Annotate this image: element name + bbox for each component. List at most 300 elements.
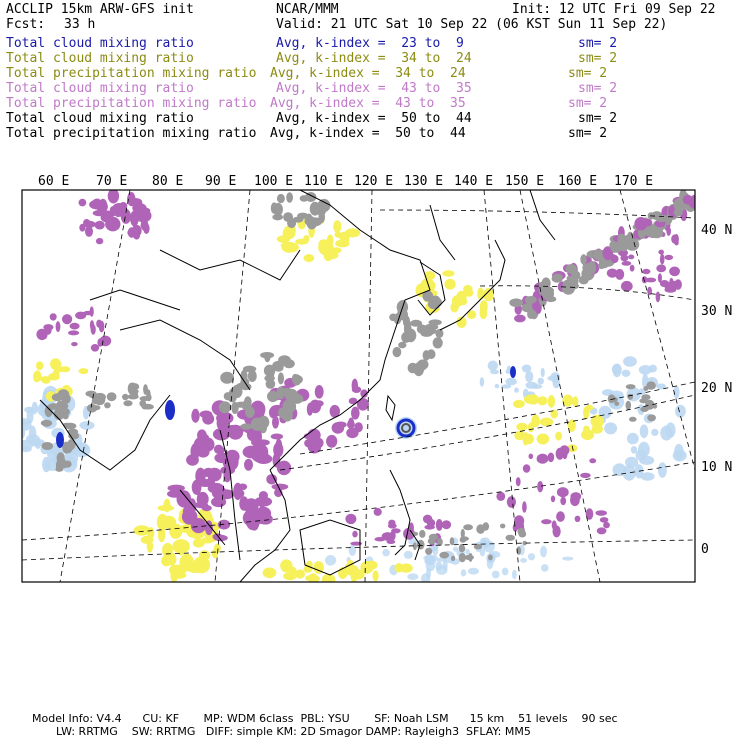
shade-cell [669, 267, 680, 277]
shade-cell [460, 546, 465, 551]
shade-cell [429, 534, 438, 541]
shade-cell [351, 407, 360, 420]
shade-cell [187, 566, 204, 573]
shade-cell [240, 423, 252, 429]
shade-cell [388, 520, 395, 527]
shade-cell [245, 406, 255, 418]
shade-cell [580, 473, 591, 478]
shade-cell [304, 254, 315, 262]
shade-cell [480, 377, 484, 387]
shade-cell [436, 565, 447, 575]
shade-cell [523, 464, 531, 473]
shade-cell [292, 375, 303, 384]
shade-cell [591, 415, 604, 428]
legend-field: Total cloud mixing ratio [6, 81, 194, 96]
shade-cell [541, 368, 545, 377]
shade-cell [436, 519, 443, 531]
shade-cell [244, 498, 259, 514]
legend-field: Total cloud mixing ratio [6, 51, 194, 66]
legend-field: Total cloud mixing ratio [6, 111, 194, 126]
shade-cell [507, 496, 516, 508]
shade-cell [275, 439, 282, 453]
shade-cell [203, 468, 214, 477]
parallel [480, 286, 695, 300]
shade-cell [524, 395, 537, 404]
lon-label: 70 E [96, 174, 128, 189]
shade-cell [432, 546, 438, 555]
shade-cell [612, 364, 622, 375]
legend-field: Total cloud mixing ratio [6, 36, 194, 51]
shade-cell [656, 292, 661, 303]
shade-cell [271, 202, 278, 213]
shade-cell [300, 195, 309, 202]
shade-cell [518, 531, 526, 538]
shade-cell [68, 330, 79, 335]
shade-cell [597, 527, 607, 534]
shade-cell [80, 421, 95, 430]
shade-cell [345, 514, 356, 524]
shade-cell [555, 432, 562, 441]
shade-cell [374, 537, 385, 541]
shade-cell [41, 420, 52, 427]
shade-cell [16, 421, 32, 431]
shade-cell [528, 422, 534, 432]
shade-cell [426, 561, 435, 572]
shade-cell [583, 406, 589, 419]
shade-cell [200, 411, 213, 419]
shade-cell [143, 223, 149, 234]
lon-label: 60 E [38, 174, 70, 189]
shade-cell [104, 402, 111, 408]
shade-cell [354, 422, 363, 432]
shade-cell [216, 412, 233, 424]
shade-cell [57, 452, 65, 464]
shade-cell [147, 540, 153, 553]
shade-cell [496, 492, 505, 501]
shade-cell [541, 519, 552, 524]
shade-cell [548, 453, 555, 463]
shade-cell [79, 199, 87, 207]
shade-cell [604, 422, 617, 434]
lat-label: 30 N [701, 304, 733, 319]
shade-cell [516, 423, 527, 431]
lon-label: 160 E [558, 174, 598, 189]
shade-cell [608, 397, 617, 402]
shade-cell [622, 261, 632, 266]
shade-cell [413, 364, 427, 371]
shade-cell [613, 463, 627, 476]
shade-cell [259, 416, 270, 429]
shade-cell [481, 537, 490, 548]
shade-cell [60, 366, 70, 372]
lat-label: 20 N [701, 381, 733, 396]
shade-cell [374, 508, 382, 516]
shade-cell [345, 228, 360, 237]
shade-cell [277, 194, 285, 203]
legend-sm: sm= 2 [578, 111, 618, 126]
shade-cell [516, 477, 521, 486]
shade-cell [621, 281, 633, 292]
shade-cell [562, 557, 573, 561]
shade-cell [142, 405, 149, 410]
shade-cell [287, 218, 296, 228]
shade-cell [89, 200, 105, 210]
shade-cell [248, 370, 257, 382]
shade-cell [394, 563, 403, 572]
shade-cell [513, 523, 518, 531]
shade-cell [193, 539, 205, 548]
shade-cell [167, 490, 183, 498]
shade-cell [461, 569, 467, 576]
shade-cell [540, 546, 547, 558]
shade-cell [665, 255, 674, 260]
shade-cell [429, 319, 442, 325]
shade-cell [325, 555, 336, 566]
shade-cell [656, 265, 666, 273]
shade-cell [107, 392, 117, 401]
shade-cell [305, 575, 318, 581]
shade-cell [629, 417, 637, 422]
shade-cell [583, 426, 590, 433]
lon-label: 140 E [454, 174, 494, 189]
shade-cell [513, 400, 525, 408]
shade-cell [352, 531, 357, 538]
shade-cell [628, 255, 634, 260]
legend-avg: Avg, k-index = 50 to 44 [276, 111, 472, 126]
shade-cell [617, 234, 625, 247]
shade-cell [439, 552, 449, 559]
legend-sm: sm= 2 [568, 96, 608, 111]
shade-cell [452, 297, 460, 311]
shade-cell [636, 450, 647, 461]
shade-cell [219, 401, 231, 413]
shade-cell [119, 202, 127, 210]
meridian [60, 190, 130, 582]
coastline [160, 250, 300, 280]
shade-cell [427, 349, 436, 359]
legend-avg: Avg, k-index = 43 to 35 [276, 81, 472, 96]
shade-cell [631, 446, 637, 454]
legend-avg: Avg, k-index = 34 to 24 [276, 51, 472, 66]
shade-cell [468, 553, 472, 562]
shade-cell [557, 487, 569, 497]
shade-cell [348, 418, 354, 429]
shade-cell [640, 406, 648, 412]
shade-cell [169, 524, 182, 539]
shade-cell [673, 450, 687, 462]
shade-cell [352, 386, 361, 393]
shade-cell [427, 519, 435, 527]
model-info-line2: LW: RRTMG SW: RRTMG DIFF: simple KM: 2D Smagor DAMP: Rayleigh3 SFLAY: MM5 [56, 725, 531, 738]
shade-cell [495, 384, 500, 388]
shade-cell [96, 320, 102, 328]
shade-cell [50, 313, 57, 320]
shade-cell [633, 241, 639, 249]
legend-avg: Avg, k-index = 50 to 44 [270, 126, 466, 141]
shade-cell [33, 371, 39, 382]
shade-cell [643, 219, 652, 227]
shade-cell [42, 378, 51, 384]
lon-label: 100 E [254, 174, 294, 189]
shade-cell [64, 461, 72, 468]
shade-cell [551, 496, 555, 503]
shade-cell [83, 311, 93, 315]
shade-cell [683, 195, 693, 205]
shade-cell [272, 214, 283, 221]
shade-cell [512, 570, 517, 579]
shade-cell [476, 524, 485, 534]
shade-cell [307, 403, 313, 416]
shade-cell [199, 550, 210, 560]
shade-cell [108, 189, 119, 204]
shade-cell [43, 324, 53, 330]
shade-cell [548, 395, 555, 408]
shade-cell [480, 548, 485, 557]
shade-cell [645, 278, 656, 283]
shade-cell [451, 556, 455, 562]
shade-cell [589, 458, 596, 463]
shade-cell [123, 400, 132, 406]
shade-cell [403, 316, 410, 328]
shade-cell [357, 398, 369, 411]
shade-cell [158, 505, 175, 511]
hydrometeor-shading [16, 189, 702, 586]
legend-avg: Avg, k-index = 34 to 24 [270, 66, 466, 81]
shade-cell [91, 344, 99, 352]
shade-cell [537, 454, 549, 464]
parallel [22, 462, 695, 540]
shade-cell [197, 447, 210, 458]
shade-cell [660, 426, 672, 441]
legend-avg: Avg, k-index = 43 to 35 [270, 96, 466, 111]
shade-cell [173, 565, 186, 577]
shade-cell [500, 524, 505, 529]
lon-label: 150 E [505, 174, 545, 189]
shade-cell [280, 559, 292, 572]
shade-cell [87, 404, 97, 413]
shade-cell [453, 547, 458, 552]
shade-cell [529, 454, 534, 460]
shade-cell [295, 569, 305, 578]
shade-cell [480, 300, 488, 314]
shade-cell [622, 370, 631, 377]
shade-cell [658, 462, 667, 478]
shade-cell [528, 553, 535, 560]
shade-cell [42, 457, 51, 473]
shade-cell [425, 548, 432, 555]
shade-cell [557, 450, 566, 454]
shade-cell [514, 315, 526, 323]
shade-cell [131, 391, 138, 399]
shade-cell [675, 405, 686, 418]
org-label: NCAR/MMM [276, 2, 339, 17]
shade-cell [537, 396, 547, 405]
lon-label: 80 E [152, 174, 184, 189]
legend-sm: sm= 2 [578, 81, 618, 96]
shade-cell [522, 501, 527, 513]
shade-cell [531, 384, 542, 389]
shade-cell [233, 483, 242, 500]
legend-sm: sm= 2 [568, 126, 608, 141]
latitude-labels [701, 223, 732, 557]
shade-cell [442, 270, 454, 276]
shade-cell [575, 516, 581, 522]
legend-avg: Avg, k-index = 23 to 9 [276, 36, 464, 51]
shade-cell [172, 539, 190, 554]
meridian [365, 190, 372, 582]
shade-cell [146, 394, 152, 401]
coastline [430, 205, 455, 260]
shade-cell [630, 265, 635, 272]
shade-cell [468, 568, 479, 575]
init-time: Init: 12 UTC Fri 09 Sep 22 [512, 2, 716, 17]
lat-label: 0 [701, 542, 709, 557]
shade-cell [147, 527, 154, 539]
shade-cell [350, 566, 359, 578]
shade-cell [525, 371, 533, 382]
shade-cell [197, 492, 209, 506]
shade-cell [502, 568, 509, 576]
shade-cell [56, 432, 64, 448]
shade-cell [505, 535, 515, 541]
model-info-line1: Model Info: V4.4 CU: KF MP: WDM 6class PBL: YSU SF: Noah LSM 15 km 51 levels 90 sec [32, 712, 618, 725]
shade-cell [96, 238, 103, 244]
shade-cell [490, 370, 499, 375]
lat-lon-grid [22, 190, 695, 582]
shade-cell [61, 408, 70, 416]
coastline [90, 290, 180, 310]
shade-cell [627, 433, 639, 445]
shade-cell [593, 249, 603, 260]
shade-cell [94, 394, 105, 405]
shade-cell [407, 573, 418, 580]
shade-cell [29, 426, 37, 443]
shade-cell [477, 288, 484, 300]
shade-cell [95, 221, 105, 230]
shade-cell [213, 533, 223, 539]
shade-cell [297, 213, 308, 219]
map-frame [22, 190, 695, 582]
lon-label: 170 E [614, 174, 654, 189]
shade-cell [71, 342, 78, 346]
shade-cell [674, 209, 683, 217]
shade-cell [647, 414, 656, 421]
shade-cell [552, 274, 563, 281]
shade-cell [626, 401, 632, 410]
shade-cell [556, 511, 565, 522]
shade-cell [260, 352, 274, 358]
shade-cell [278, 372, 284, 384]
shade-cell [445, 279, 456, 290]
shade-cell [640, 424, 649, 438]
valid-time: Valid: 21 UTC Sat 10 Sep 22 (06 KST Sun 11 Sep 22) [276, 17, 668, 32]
shade-cell [244, 459, 253, 471]
model-title: ACCLIP 15km ARW-GFS init [6, 2, 194, 17]
shade-cell [83, 221, 96, 228]
shade-cell [373, 570, 379, 581]
shade-cell [24, 407, 34, 413]
shade-cell [510, 366, 516, 378]
shade-cell [105, 217, 120, 232]
legend-sm: sm= 2 [578, 51, 618, 66]
coastline [386, 396, 395, 420]
shade-cell [282, 409, 293, 421]
shade-cell [91, 324, 96, 334]
shade-cell [623, 356, 637, 367]
lon-label: 130 E [404, 174, 444, 189]
shade-cell [286, 192, 293, 203]
shade-cell [62, 314, 72, 324]
shade-cell [641, 472, 655, 481]
shade-cell [318, 240, 332, 256]
shade-cell [79, 368, 89, 374]
lon-label: 120 E [354, 174, 394, 189]
shade-cell [544, 287, 554, 295]
legend-field: Total precipitation mixing ratio [6, 66, 257, 81]
shade-cell [68, 432, 79, 439]
shade-cell [419, 530, 425, 538]
shade-cell [649, 365, 657, 373]
shade-cell [642, 269, 650, 274]
shade-cell [35, 439, 41, 449]
shade-cell [42, 442, 54, 450]
shade-cell [309, 218, 319, 224]
shade-cell [671, 234, 678, 243]
legend-field: Total precipitation mixing ratio [6, 96, 257, 111]
lon-label: 110 E [304, 174, 344, 189]
shade-cell [580, 254, 587, 264]
shade-cell [263, 568, 277, 579]
shade-cell [50, 358, 61, 370]
lat-label: 10 N [701, 460, 733, 475]
shade-cell [393, 347, 402, 357]
shade-cell [158, 527, 165, 543]
shade-cell [509, 298, 523, 307]
shade-cell [165, 400, 175, 420]
shade-cell [421, 331, 433, 337]
shade-cell [463, 524, 473, 530]
shade-cell [251, 446, 269, 462]
shade-cell [332, 422, 345, 434]
shade-cell [127, 228, 140, 238]
shade-cell [333, 220, 341, 233]
shade-cell [658, 250, 664, 255]
shade-cell [450, 537, 455, 545]
longitude-labels [38, 174, 653, 189]
legend-sm: sm= 2 [568, 66, 608, 81]
shade-cell [57, 463, 62, 470]
shade-cell [615, 269, 624, 280]
shade-cell [538, 378, 544, 385]
shade-cell [281, 242, 294, 248]
shade-cell [136, 209, 152, 222]
shade-cell [501, 384, 511, 388]
shade-cell [435, 329, 443, 338]
shade-cell [70, 323, 80, 330]
coastline [530, 190, 555, 240]
shade-cell [600, 517, 609, 523]
shade-cell [197, 429, 207, 441]
shade-cell [626, 384, 636, 389]
shade-cell [572, 396, 578, 407]
shade-cell [560, 497, 566, 505]
shade-cell [326, 435, 337, 448]
shade-cell [295, 239, 308, 245]
shade-cell [315, 400, 324, 406]
shade-cell [646, 381, 655, 389]
shade-cell [266, 474, 277, 484]
shade-cell [566, 264, 577, 274]
